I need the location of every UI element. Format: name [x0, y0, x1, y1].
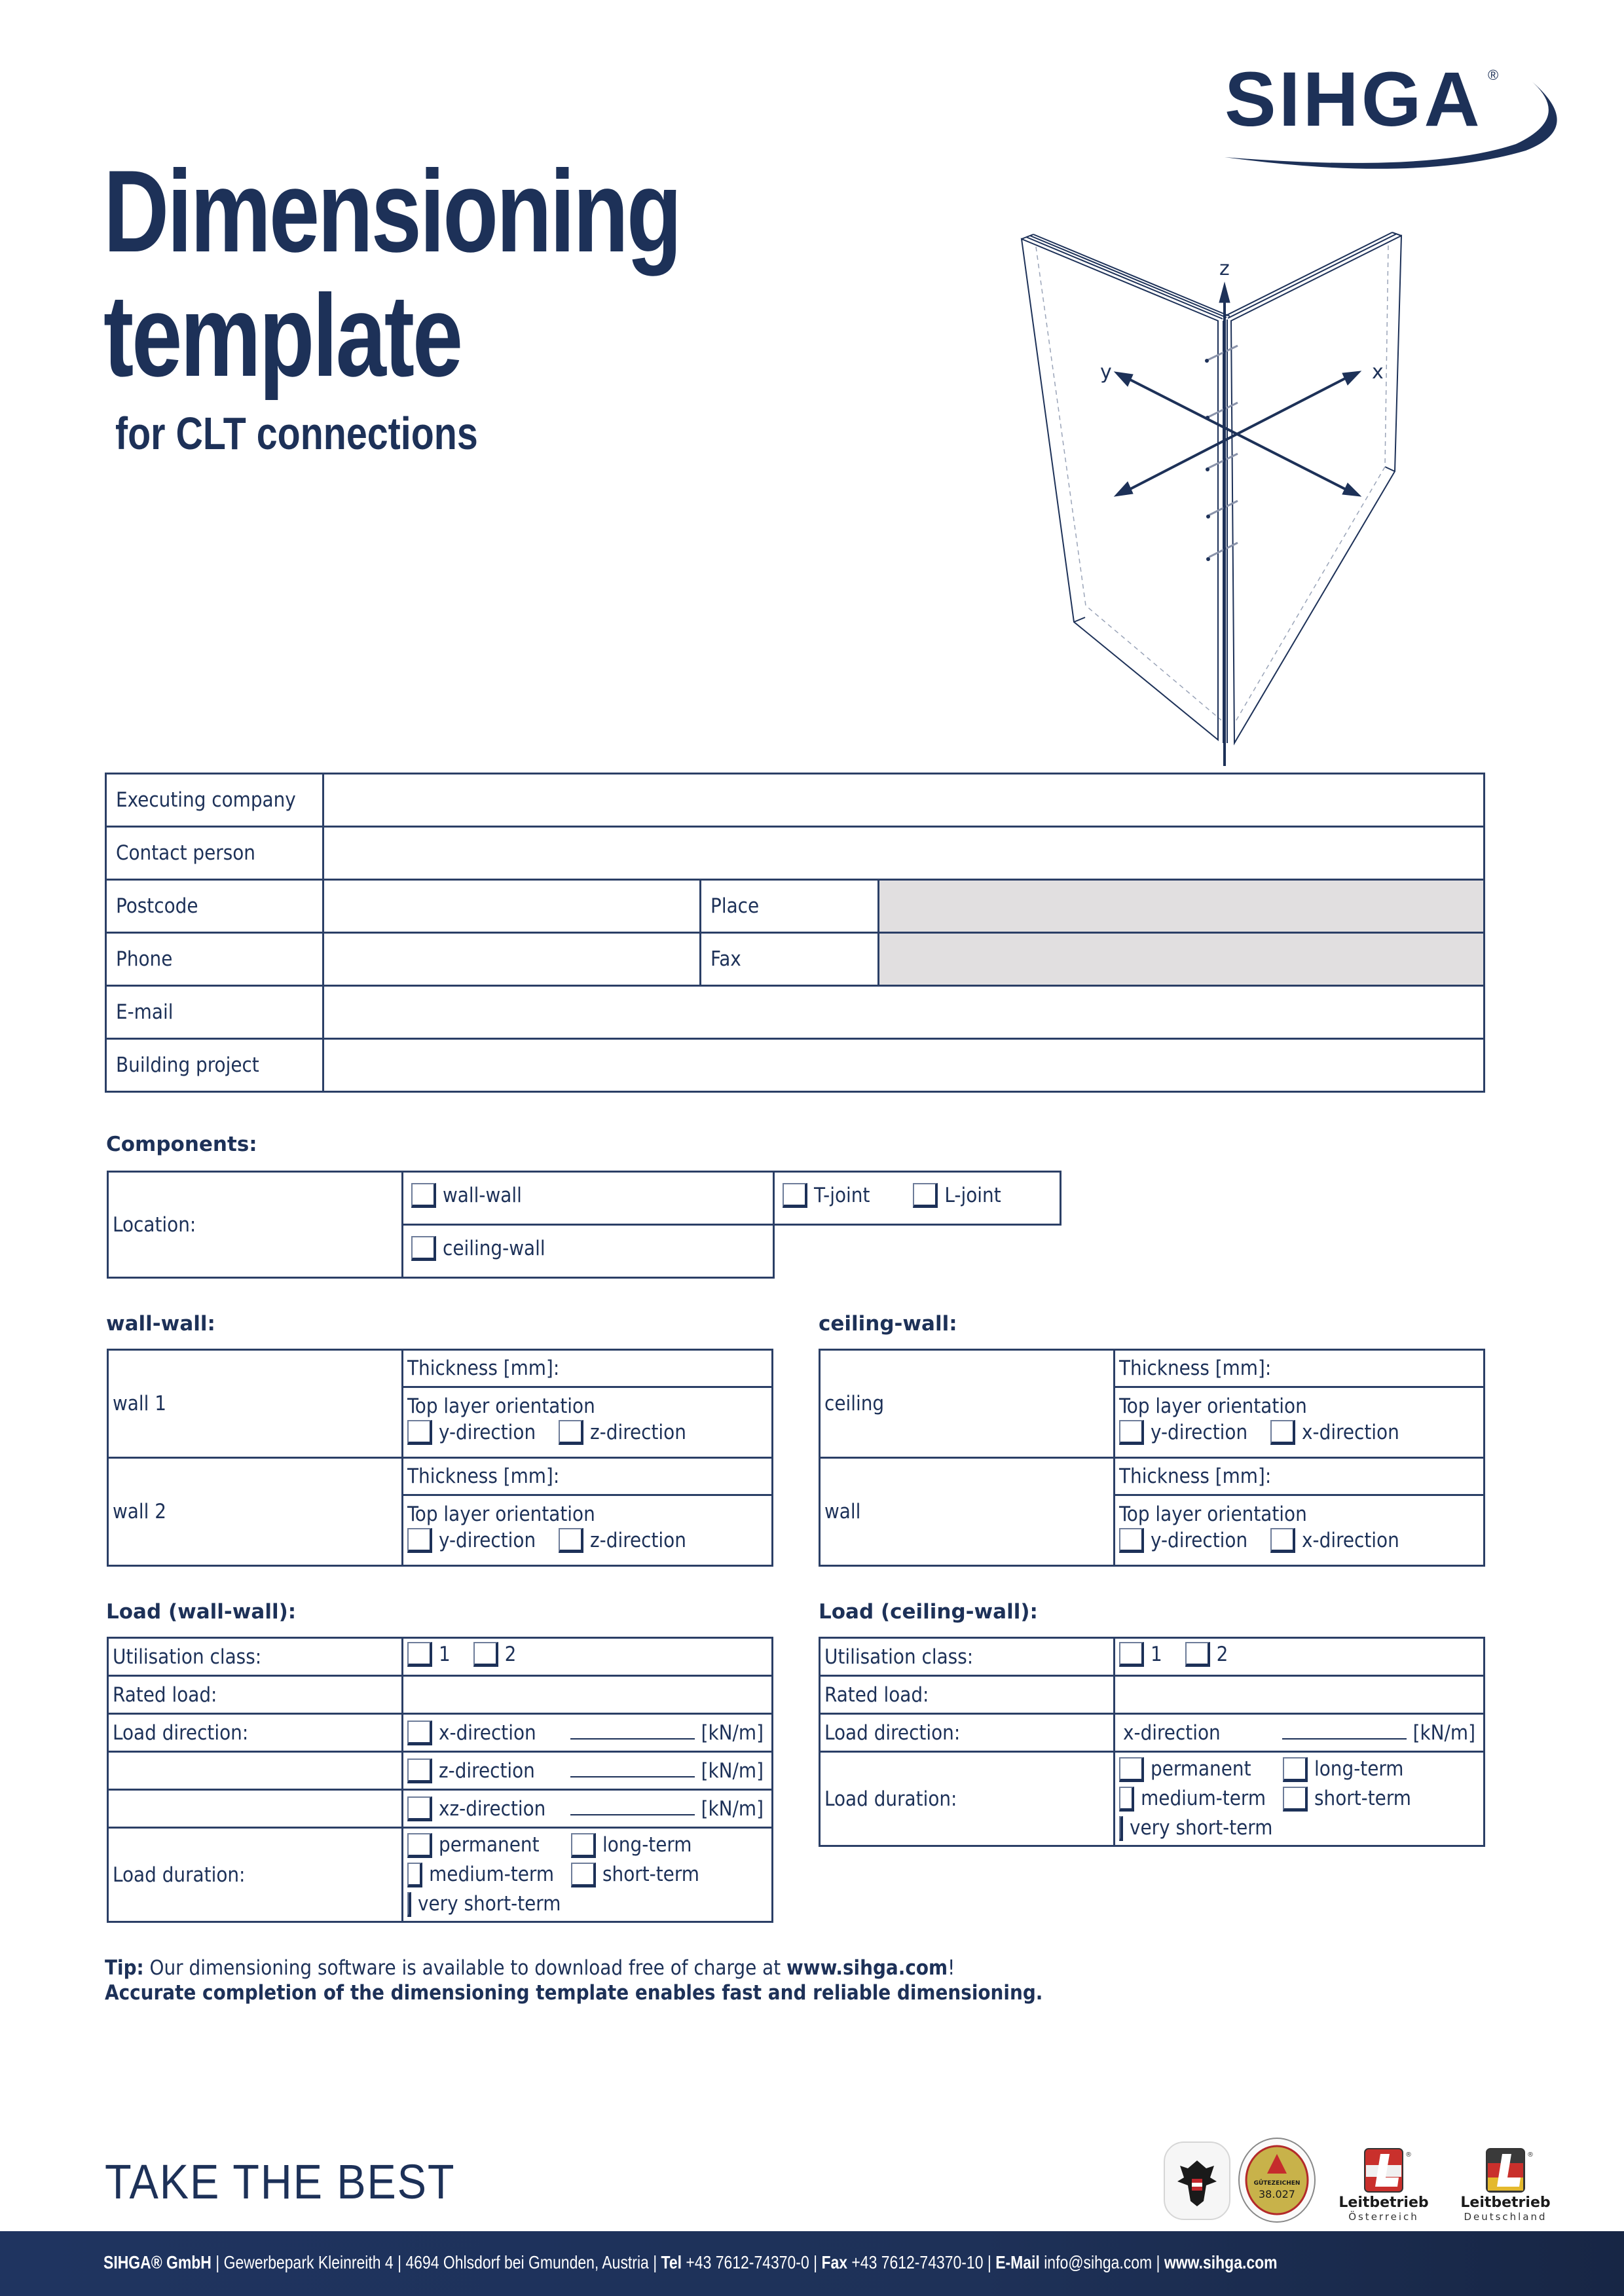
wall2-z-label: z-direction: [590, 1529, 686, 1552]
leitbetrieb-at-country: Österreich: [1348, 2211, 1419, 2223]
ceiling-option-y[interactable]: [1119, 1419, 1247, 1446]
lcw-dur-short-term-checkbox[interactable]: [1283, 1787, 1308, 1812]
tip-link[interactable]: www.sihga.com: [786, 1956, 948, 1980]
lww-dir-xz-checkbox[interactable]: [407, 1796, 432, 1821]
cw-wall-y-label: y-direction: [1151, 1529, 1248, 1552]
wall1-orientation: [403, 1387, 773, 1458]
row-building-project: [106, 1039, 1485, 1092]
contact-person-field[interactable]: [323, 827, 1485, 880]
lcw-util-2-checkbox[interactable]: [1185, 1642, 1210, 1667]
leitbetrieb-germany-icon: [1460, 2149, 1550, 2223]
lcw-direction-label: Load direction:: [820, 1714, 1115, 1752]
lww-dur-long-term-label: long-term: [602, 1833, 692, 1857]
lww-dir-x-checkbox[interactable]: [407, 1721, 432, 1745]
lww-dur-permanent[interactable]: [407, 1831, 554, 1859]
option-wall-wall[interactable]: [411, 1183, 522, 1208]
t-joint-label: T-joint: [814, 1184, 870, 1207]
row-postcode-place: [106, 880, 1485, 933]
cw-wall-y-checkbox[interactable]: [1119, 1528, 1144, 1553]
lww-rated-load-field[interactable]: [403, 1676, 773, 1714]
cw-wall-x-checkbox[interactable]: [1270, 1528, 1295, 1553]
lww-dur-medium-term-label: medium-term: [429, 1863, 554, 1886]
components-heading: Components:: [106, 1133, 257, 1156]
ceiling-label: ceiling: [820, 1350, 1115, 1458]
cw-wall-option-x[interactable]: [1270, 1527, 1399, 1554]
option-ceiling-wall[interactable]: [411, 1236, 545, 1261]
clt-corner-diagram: [1008, 223, 1428, 766]
lww-dur-short-term[interactable]: [571, 1861, 747, 1889]
t-joint-checkbox[interactable]: [783, 1183, 807, 1208]
lww-dir-xz-value-field[interactable]: [570, 1801, 695, 1815]
lcw-dur-long-term[interactable]: [1283, 1755, 1458, 1783]
executing-company-field[interactable]: [323, 774, 1485, 827]
ceiling-x-label: x-direction: [1302, 1421, 1399, 1444]
lww-dir-xz-option[interactable]: [407, 1796, 545, 1821]
lcw-dur-medium-term[interactable]: [1119, 1785, 1266, 1813]
tip-text: [105, 1956, 955, 1980]
lww-dur-long-term[interactable]: [571, 1831, 747, 1859]
wall2-y-checkbox[interactable]: [407, 1528, 432, 1553]
lww-dur-very-short-term[interactable]: [407, 1890, 561, 1918]
lcw-dur-medium-term-checkbox[interactable]: [1119, 1787, 1134, 1812]
title-line-2: template: [103, 270, 461, 401]
footer-tel[interactable]: +43 7612-74370-0 |: [682, 2252, 822, 2272]
footer-tel-label: Tel: [661, 2252, 682, 2272]
page-title: [103, 146, 680, 401]
footer-fax: +43 7612-74370-10 |: [847, 2252, 996, 2272]
footer-bar: [0, 2231, 1624, 2296]
place-field[interactable]: [879, 880, 1485, 933]
lww-dur-very-short-term-checkbox[interactable]: [407, 1892, 411, 1917]
lww-dur-medium-term-checkbox[interactable]: [407, 1863, 422, 1887]
lww-dir-z-option[interactable]: [407, 1758, 535, 1783]
lww-duration-label: Load duration:: [108, 1828, 403, 1922]
footer-fax-label: Fax: [821, 2252, 848, 2272]
wall2-label: wall 2: [108, 1458, 403, 1566]
ceiling-orientation-label: Top layer orientation: [1119, 1394, 1307, 1418]
logo-text: SIHGA: [1225, 56, 1483, 143]
lcw-dur-very-short-term-checkbox[interactable]: [1119, 1816, 1123, 1841]
tip-body: Our dimensioning software is available to download free of charge at: [143, 1956, 787, 1980]
tip-suffix: !: [948, 1956, 955, 1980]
right-panel-outline: [1231, 236, 1401, 743]
wall-wall-label: wall-wall: [443, 1184, 522, 1207]
lww-util-option-2[interactable]: [473, 1642, 517, 1667]
z-axis-label: z: [1219, 257, 1230, 280]
lcw-rated-load-label: Rated load:: [820, 1676, 1115, 1714]
wall2-y-label: y-direction: [439, 1529, 536, 1552]
title-line-1: Dimensioning: [103, 146, 680, 276]
x-axis-label: x: [1372, 361, 1384, 384]
lww-util-2-checkbox[interactable]: [473, 1642, 498, 1667]
leitbetrieb-at-title: Leitbetrieb: [1338, 2195, 1429, 2211]
austrian-eagle-seal-icon: [1164, 2142, 1230, 2219]
footer-contact-line: [103, 2252, 1278, 2273]
load-ceiling-wall-table: [819, 1637, 1485, 1847]
lww-dir-xz-unit: [kN/m]: [701, 1796, 764, 1821]
quality-seal-number: 38.027: [1259, 2188, 1295, 2200]
cw-wall-orientation-label: Top layer orientation: [1119, 1503, 1307, 1526]
registered-mark: ®: [1488, 67, 1499, 83]
wall-wall-checkbox[interactable]: [411, 1183, 436, 1208]
tip-note: Accurate completion of the dimensioning template enables fast and reliable dimensioning.: [105, 1981, 1043, 2005]
lww-util-option-1[interactable]: [407, 1642, 451, 1667]
wall2-thickness-field[interactable]: Thickness [mm]:: [403, 1458, 773, 1495]
wall-wall-heading: wall-wall:: [106, 1312, 215, 1336]
footer-address: | Gewerbepark Kleinreith 4 | 4694 Ohlsdorf bei Gmunden, Austria |: [211, 2252, 661, 2272]
row-phone-fax: [106, 933, 1485, 986]
lcw-util-option-1[interactable]: [1119, 1642, 1162, 1667]
wall-wall-table: [107, 1349, 773, 1567]
page-subtitle: for CLT connections: [115, 408, 478, 459]
ceiling-x-checkbox[interactable]: [1270, 1420, 1295, 1445]
load-wall-wall-table: [107, 1637, 773, 1923]
leitbetrieb-de-title: Leitbetrieb: [1460, 2195, 1551, 2211]
label-contact-person: Contact person: [106, 827, 323, 880]
leitbetrieb-austria-icon: [1338, 2149, 1428, 2223]
label-fax: Fax: [701, 933, 879, 986]
y-axis-label: y: [1100, 361, 1112, 384]
sihga-logo: [1218, 52, 1572, 177]
wall1-y-label: y-direction: [439, 1421, 536, 1444]
email-field[interactable]: [323, 986, 1485, 1039]
lww-dur-long-term-checkbox[interactable]: [571, 1833, 596, 1858]
label-postcode: Postcode: [106, 880, 323, 933]
wall1-y-checkbox[interactable]: [407, 1420, 432, 1445]
ceiling-wall-checkbox[interactable]: [411, 1236, 436, 1261]
lcw-util-option-2[interactable]: [1185, 1642, 1228, 1667]
ceiling-thickness-field[interactable]: Thickness [mm]:: [1115, 1350, 1485, 1387]
option-t-joint[interactable]: [783, 1183, 870, 1208]
lww-dir-z-unit: [kN/m]: [701, 1758, 764, 1783]
lcw-dur-short-term[interactable]: [1283, 1785, 1458, 1813]
label-phone: Phone: [106, 933, 323, 986]
wall1-z-checkbox[interactable]: [559, 1420, 583, 1445]
load-ceiling-wall-heading: Load (ceiling-wall):: [819, 1600, 1038, 1624]
lcw-dur-very-short-term-label: very short-term: [1130, 1816, 1273, 1840]
wall1-option-y[interactable]: [407, 1419, 536, 1446]
lww-empty-cell-1: [108, 1752, 403, 1790]
lww-dur-medium-term[interactable]: [407, 1861, 554, 1889]
lcw-duration-label: Load duration:: [820, 1752, 1115, 1846]
lcw-util-1-label: 1: [1151, 1642, 1162, 1666]
lww-direction-label: Load direction:: [108, 1714, 403, 1752]
cw-wall-option-y[interactable]: [1119, 1527, 1247, 1554]
building-project-field[interactable]: [323, 1039, 1485, 1092]
contact-form: [105, 773, 1485, 1093]
leitbetrieb-de-country: Deutschland: [1464, 2211, 1547, 2223]
lww-dur-permanent-label: permanent: [439, 1833, 540, 1857]
lcw-dur-permanent-checkbox[interactable]: [1119, 1757, 1144, 1782]
wall2-orientation-label: Top layer orientation: [407, 1503, 595, 1526]
cw-wall-x-label: x-direction: [1302, 1529, 1399, 1552]
quality-seal-icon: [1239, 2138, 1315, 2222]
wall2-orientation: [403, 1495, 773, 1566]
svg-text:®: ®: [1405, 2151, 1412, 2159]
lww-dir-x-value-field[interactable]: [570, 1725, 695, 1740]
lww-dir-z-checkbox[interactable]: [407, 1758, 432, 1783]
load-wall-wall-heading: Load (wall-wall):: [106, 1600, 297, 1624]
wall1-option-z[interactable]: [559, 1419, 686, 1446]
wall1-label: wall 1: [108, 1350, 403, 1458]
lcw-utilisation-label: Utilisation class:: [820, 1638, 1115, 1676]
lww-dir-xz-label: xz-direction: [439, 1796, 546, 1821]
lww-dir-x-unit: [kN/m]: [701, 1721, 764, 1745]
wall2-option-y[interactable]: [407, 1527, 536, 1554]
lww-rated-load-label: Rated load:: [108, 1676, 403, 1714]
row-contact-person: [106, 827, 1485, 880]
l-joint-checkbox[interactable]: [913, 1183, 938, 1208]
wall1-z-label: z-direction: [590, 1421, 686, 1444]
lcw-dir-x-unit: [kN/m]: [1412, 1721, 1475, 1745]
ceiling-wall-table: [819, 1349, 1485, 1567]
ceiling-orientation: [1115, 1387, 1485, 1458]
ceiling-wall-heading: ceiling-wall:: [819, 1312, 957, 1336]
postcode-field[interactable]: [323, 880, 701, 933]
ceiling-wall-label: ceiling-wall: [443, 1237, 545, 1260]
wall1-orientation-label: Top layer orientation: [407, 1394, 595, 1418]
label-email: E-mail: [106, 986, 323, 1039]
label-building-project: Building project: [106, 1039, 323, 1092]
z-axis-arrow: [1219, 283, 1230, 302]
lww-dir-x-label: x-direction: [439, 1721, 536, 1745]
footer-company: SIHGA® GmbH: [103, 2252, 212, 2272]
lcw-util-2-label: 2: [1216, 1642, 1228, 1666]
ceiling-option-x[interactable]: [1270, 1419, 1399, 1446]
lww-dir-z-label: z-direction: [439, 1758, 535, 1783]
lww-util-2-label: 2: [504, 1642, 517, 1666]
lww-dir-z-value-field[interactable]: [570, 1763, 695, 1777]
lww-dur-very-short-term-label: very short-term: [418, 1892, 561, 1916]
lcw-dir-x-value-field[interactable]: [1282, 1725, 1407, 1740]
phone-field[interactable]: [323, 933, 701, 986]
left-panel-outline: [1022, 239, 1218, 740]
location-label: Location:: [108, 1172, 403, 1278]
slogan: TAKE THE BEST: [105, 2155, 456, 2209]
lww-util-1-checkbox[interactable]: [407, 1642, 432, 1667]
label-executing-company: Executing company: [106, 774, 323, 827]
quality-seal-label: GÜTEZEICHEN: [1253, 2180, 1301, 2187]
lcw-dur-medium-term-label: medium-term: [1141, 1787, 1266, 1810]
lcw-util-1-checkbox[interactable]: [1119, 1642, 1144, 1667]
wall2-option-z[interactable]: [559, 1527, 686, 1554]
lcw-dur-very-short-term[interactable]: [1119, 1814, 1273, 1842]
cw-wall-label: wall: [820, 1458, 1115, 1566]
cw-wall-orientation: [1115, 1495, 1485, 1566]
ceiling-y-checkbox[interactable]: [1119, 1420, 1144, 1445]
lcw-dir-x-label: x-direction: [1123, 1721, 1221, 1745]
ceiling-y-label: y-direction: [1151, 1421, 1248, 1444]
lww-dur-short-term-label: short-term: [602, 1863, 699, 1886]
lcw-rated-load-field[interactable]: [1115, 1676, 1485, 1714]
lww-util-1-label: 1: [439, 1642, 451, 1666]
footer-website[interactable]: www.sihga.com: [1164, 2252, 1278, 2272]
label-place: Place: [701, 880, 879, 933]
row-executing-company: [106, 774, 1485, 827]
wall1-thickness-field[interactable]: Thickness [mm]:: [403, 1350, 773, 1387]
svg-text:®: ®: [1527, 2151, 1534, 2159]
lww-utilisation-label: Utilisation class:: [108, 1638, 403, 1676]
lcw-dur-short-term-label: short-term: [1314, 1787, 1411, 1810]
lcw-dur-permanent-label: permanent: [1151, 1757, 1251, 1781]
lww-dir-x-option[interactable]: [407, 1721, 536, 1745]
footer-email[interactable]: info@sihga.com |: [1039, 2252, 1164, 2272]
lcw-dur-long-term-checkbox[interactable]: [1283, 1757, 1308, 1782]
fax-field[interactable]: [879, 933, 1485, 986]
lww-dur-short-term-checkbox[interactable]: [571, 1863, 596, 1887]
cw-wall-thickness-field[interactable]: Thickness [mm]:: [1115, 1458, 1485, 1495]
l-joint-label: L-joint: [944, 1184, 1001, 1207]
lcw-dur-long-term-label: long-term: [1314, 1757, 1404, 1781]
footer-email-label: E-Mail: [995, 2252, 1040, 2272]
wall2-z-checkbox[interactable]: [559, 1528, 583, 1553]
tip-label: Tip:: [105, 1956, 144, 1980]
option-l-joint[interactable]: [913, 1183, 1001, 1208]
components-table: [107, 1171, 1061, 1279]
row-email: [106, 986, 1485, 1039]
lww-empty-cell-2: [108, 1790, 403, 1828]
lww-dur-permanent-checkbox[interactable]: [407, 1833, 432, 1858]
certification-badges: [1159, 2136, 1572, 2224]
lcw-dur-permanent[interactable]: [1119, 1755, 1266, 1783]
